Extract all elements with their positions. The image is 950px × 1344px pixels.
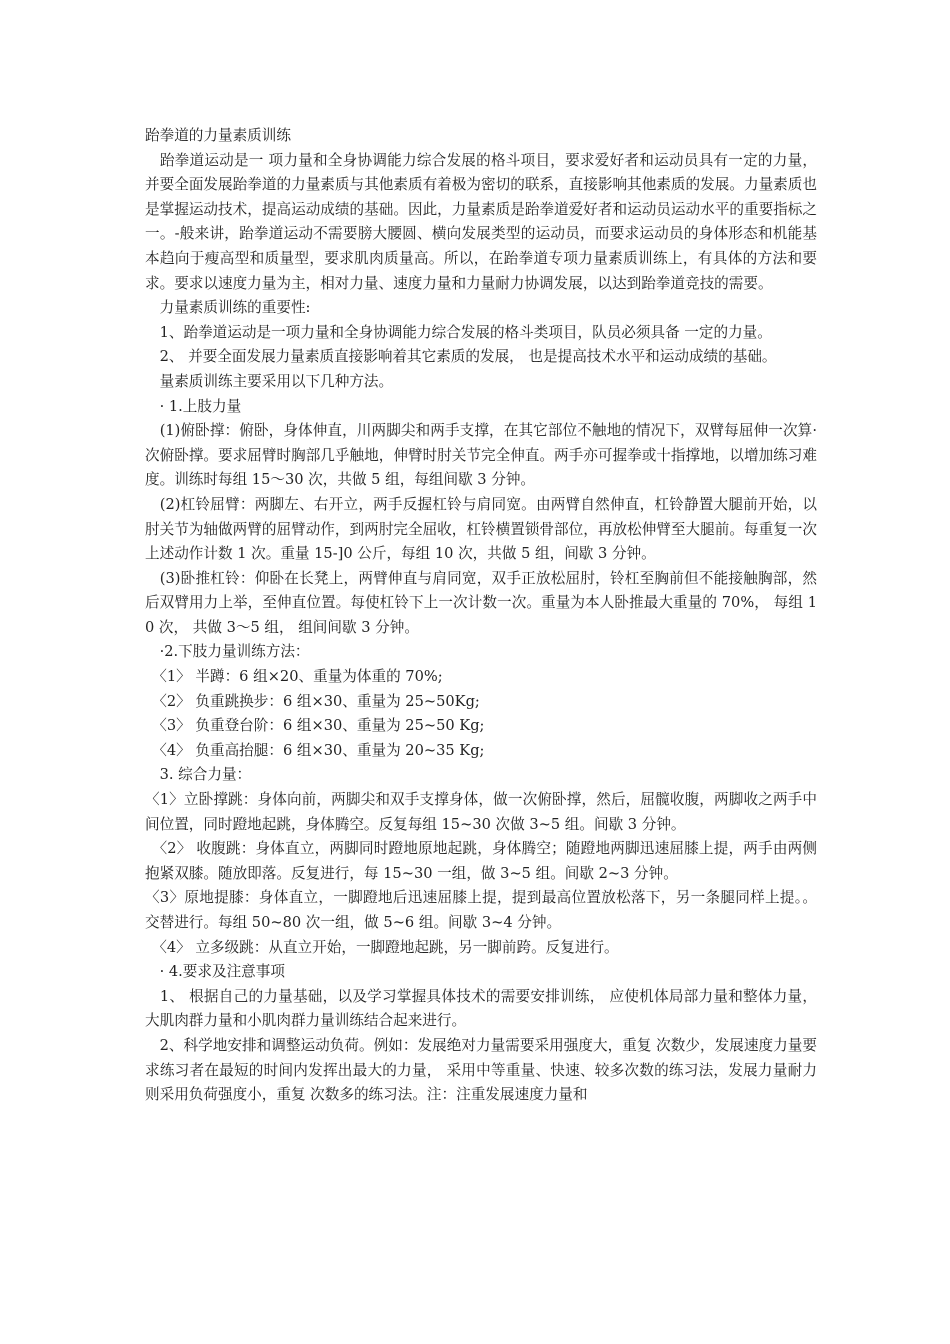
document-body	[145, 124, 817, 1108]
paragraph-bench-press: (3)卧推杠铃：仰卧在长凳上，两臂伸直与肩同宽，双手正放松屈肘，铃杠至胸前但不能接触胸部，然后双臂用力上举，至伸直位置。每使杠铃下上一次计数一次。重量为本人卧推最大重量的 70%， 每组 10 次， 共做 3～5 组， 组间间歇 3 分钟。	[145, 569, 817, 636]
paragraph-importance-heading: 力量素质训练的重要性:	[145, 299, 311, 317]
paragraph-importance-1: 1、跆拳道运动是一项力量和全身协调能力综合发展的格斗类项目，队员必须具备 一定的力量。	[145, 323, 772, 341]
paragraph-methods-heading: 量素质训练主要采用以下几种方法。	[145, 372, 394, 390]
section-heading-requirements: · 4.要求及注意事项	[145, 963, 285, 981]
paragraph-requirement-1: 1、 根据自己的力量基础，以及学习掌握具体技术的需要安排训练， 应使机体局部力量和整体力量， 大肌肉群力量和小肌肉群力量训练结合起来进行。	[145, 987, 817, 1030]
section-heading-upper-limb: · 1.上肢力量	[145, 397, 242, 415]
section-heading-lower-limb: ·2.下肢力量训练方法：	[145, 643, 310, 661]
document-title: 跆拳道的力量素质训练	[145, 127, 291, 144]
section-heading-combined: 3. 综合力量：	[145, 766, 252, 784]
list-item-half-squat: 〈1〉 半蹲：6 组×20、重量为体重的 70%;	[145, 668, 443, 686]
paragraph-requirement-2: 2、科学地安排和调整运动负荷。例如：发展绝对力量需要采用强度大，重复 次数少，发展速度力量要求练习者在最短的时间内发挥出最大的力量， 采用中等重量、快速、较多次数的练习法，发展力量耐力则采用负荷强度小，重复 次数多的练习法。注：注重发展速度力量和	[145, 1036, 817, 1104]
paragraph-push-up: (1)俯卧撑：俯卧，身体伸直，川两脚尖和两手支撑，在其它部位不触地的情况下，双臂每屈伸一次算·次俯卧撑。要求屈臂时胸部几乎触地，伸臂时肘关节完全伸直。两手亦可握拳或十指撑地，以增加练习难度。训练时每组 15～30 次，共做 5 组，每组间歇 3 分钟。	[145, 422, 817, 489]
paragraph-tuck-jump: 〈2〉 收腹跳：身体直立，两脚同时蹬地原地起跳，身体腾空；随蹬地两脚迅速屈膝上提，两手由两侧抱紧双膝。随放即落。反复进行，每 15~30 一组，做 3~5 组。间歇 2~3 分钟。	[145, 840, 817, 882]
paragraph-knee-lift: 〈3〉原地提膝：身体直立，一脚蹬地后迅速屈膝上提，提到最高位置放松落下，另一条腿同样上提。。交替进行。每组 50~80 次一组，做 5~6 组。间歇 3~4 分钟。	[145, 889, 817, 931]
list-item-high-knee: 〈4〉 负重高抬腿：6 组×30、重量为 20~35 Kg;	[145, 741, 485, 759]
list-item-weighted-jump: 〈2〉 负重跳换步：6 组×30、重量为 25~50Kg;	[145, 692, 480, 710]
paragraph-intro: 跆拳道运动是一 项力量和全身协调能力综合发展的格斗项目，要求爱好者和运动员具有一定的力量，并要全面发展跆拳道的力量素质与其他素质有着极为密切的联系，直接影响其他素质的发展。力量素质也是掌握运动技术，提高运动成绩的基础。因此，力量素质是跆拳道爱好者和运动员运动水平的重要指标之一。-般来讲，跆拳道运动不需要膀大腰圆、横向发展类型的运动员，而要求运动员的身体形态和机能基本趋向于瘦高型和质量型，要求肌肉质量高。所以，在跆拳道专项力量素质训练上，有具体的方法和要求。要求以速度力量为主，相对力量、速度力量和力量耐力协调发展，以达到跆拳道竞技的需要。	[145, 151, 817, 292]
list-item-step-up: 〈3〉 负重登台阶：6 组×30、重量为 25~50 Kg;	[145, 717, 485, 735]
paragraph-importance-2: 2、 并要全面发展力量素质直接影响着其它素质的发展， 也是提高技术水平和运动成绩的基础。	[145, 348, 777, 366]
paragraph-bounding: 〈4〉 立多级跳：从直立开始，一脚蹬地起跳，另一脚前跨。反复进行。	[145, 938, 619, 956]
paragraph-barbell-curl: (2)杠铃屈臂：两脚左、右开立，两手反握杠铃与肩同宽。由两臂自然伸直，杠铃静置大腿前开始，以肘关节为轴做两臂的屈臂动作，到两肘完全屈收，杠铃横置锁骨部位，再放松伸臂至大腿前。每重复一次上述动作计数 1 次。重量 15-]0 公斤，每组 10 次，共做 5 组，间歇 3 分钟。	[145, 495, 817, 563]
paragraph-burpee: 〈1〉立卧撑跳：身体向前，两脚尖和双手支撑身体，做一次俯卧撑，然后，屈髋收腹，两脚收之两手中间位置，同时蹬地起跳，身体腾空。反复每组 15~30 次做 3~5 组。间歇 3 分钟。	[145, 791, 817, 833]
